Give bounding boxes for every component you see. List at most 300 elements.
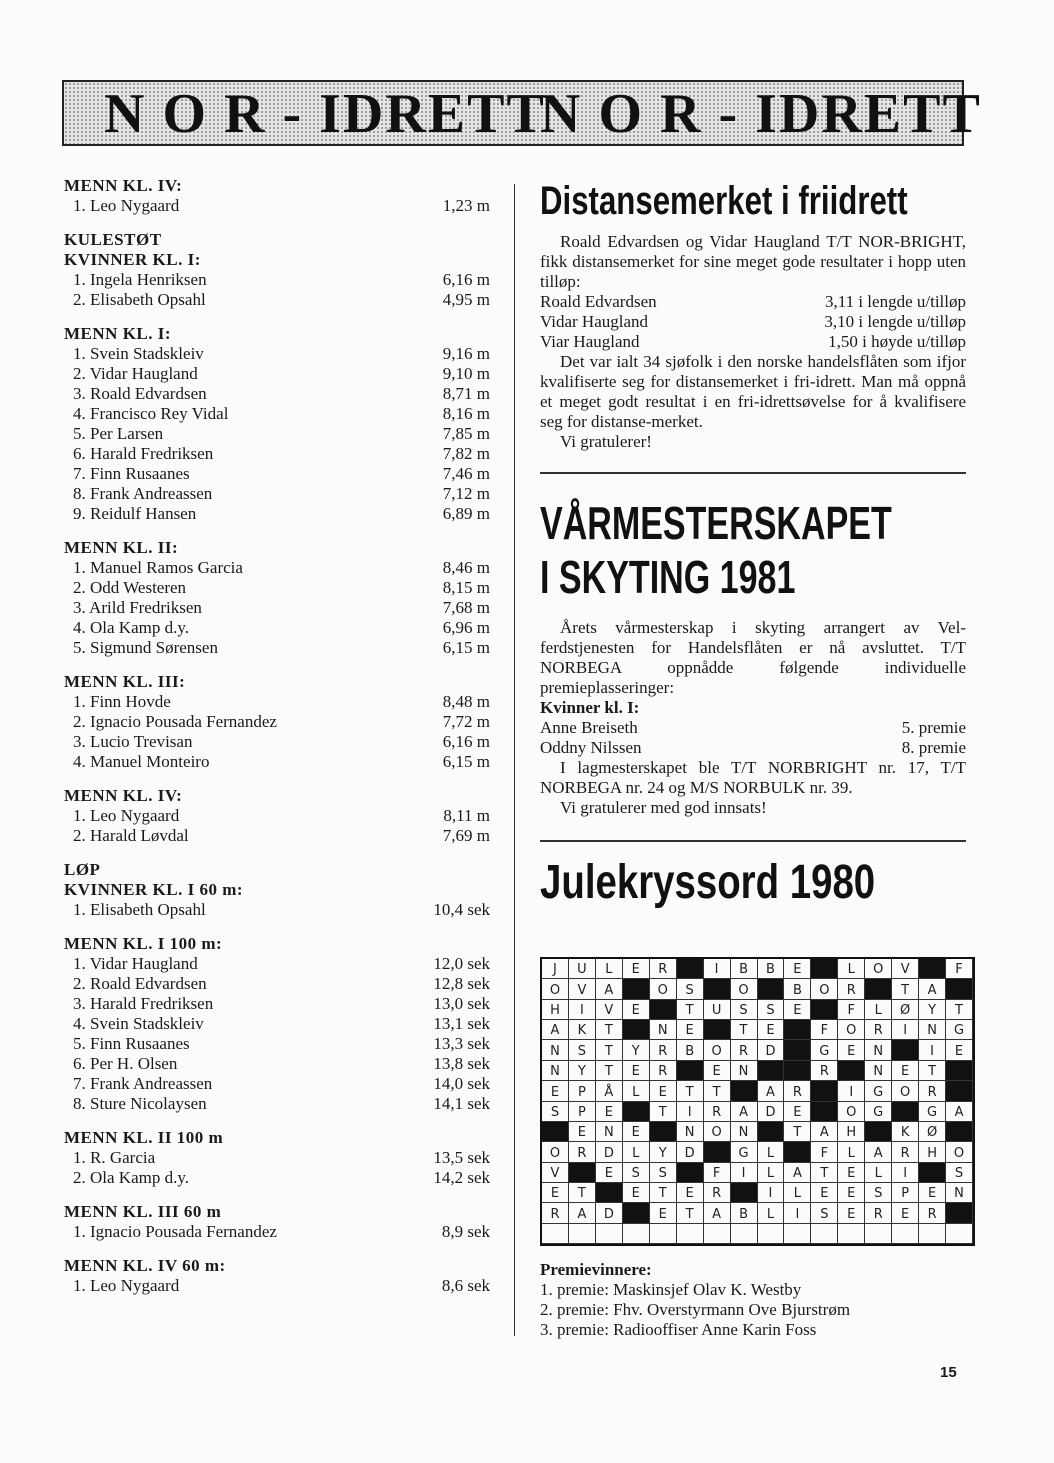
column-divider [514,184,515,1336]
result-row [64,270,490,290]
prize-winner: 1. premie: Maskinsjef Olav K. Westby [540,1280,802,1299]
crossword-cell: Ø [919,1122,946,1142]
crossword-cell: R [811,1061,838,1081]
crossword-black-cell [919,959,946,979]
result-row [64,196,490,216]
crossword-cell: I [677,1102,704,1122]
result-value: 14,2 sek [433,1168,490,1187]
skyting-result-row [540,738,966,758]
result-value: 7,68 m [442,598,490,617]
crossword-cell: N [865,1040,892,1060]
result-value: 6,16 m [442,732,490,751]
results-section [64,1202,490,1242]
result-value: 12,8 sek [433,974,490,993]
prize-winner: 3. premie: Radiooffiser Anne Karin Foss [540,1320,817,1339]
banner-title-right: N O R - IDRETT [540,83,982,145]
skyting-intro: Årets vårmesterskap i skyting arrangert av Vel-ferdstjenesten for Handelsflåten er nå avsluttet. T/T NORBEGA oppnådde følgende individuelle premieplasseringer: [540,618,966,697]
crossword-cell: F [838,1000,865,1020]
crossword-cell: E [892,1061,919,1081]
crossword-cell: S [677,979,704,999]
athlete-name: 5. Sigmund Sørensen [73,638,218,657]
athlete-name: 6. Per H. Olsen [73,1054,178,1073]
athlete-name: 1. Ignacio Pousada Fernandez [73,1222,277,1241]
crossword-cell: O [838,1020,865,1040]
results-section [64,786,490,846]
results-section [64,1128,490,1188]
crossword-cell: D [677,1142,704,1162]
crossword-cell: L [838,1142,865,1162]
crossword-cell: G [865,1102,892,1122]
crossword-cell: H [838,1122,865,1142]
result-value: 13,8 sek [433,1054,490,1073]
crossword-cell: R [865,1020,892,1040]
crossword-black-cell [677,1061,704,1081]
result-row [64,1094,490,1114]
crossword-cell: L [758,1163,785,1183]
result-value: 12,0 sek [433,954,490,973]
athlete-name: 1. Leo Nygaard [73,806,180,825]
result-row [64,638,490,658]
athlete-name: 1. Ingela Henriksen [73,270,207,289]
crossword-cell: E [623,1183,650,1203]
crossword-black-cell [946,1203,973,1223]
result-value: 6,15 m [442,752,490,771]
crossword-cell: L [758,1142,785,1162]
result-value: 10,4 sek [433,900,490,919]
crossword-cell: A [758,1081,785,1101]
athlete-name: 4. Francisco Rey Vidal [73,404,229,423]
crossword-cell [542,1224,569,1244]
result-value: 13,0 sek [433,994,490,1013]
crossword-cell: N [542,1061,569,1081]
result-row [64,692,490,712]
athlete-name: 8. Frank Andreassen [73,484,213,503]
result-value: 9,10 m [442,364,490,383]
crossword-cell: A [865,1142,892,1162]
athlete-name: 3. Arild Fredriksen [73,598,202,617]
result-value: 7,72 m [442,712,490,731]
crossword-cell: T [596,1040,623,1060]
crossword-cell: U [569,959,596,979]
section-heading: MENN KL. IV 60 m: [64,1256,226,1275]
crossword-cell: V [542,1163,569,1183]
crossword-cell: I [892,1020,919,1040]
athlete-name: 4. Svein Stadskleiv [73,1014,204,1033]
crossword-cell: S [946,1163,973,1183]
crossword-cell: E [704,1061,731,1081]
result-value: 8,15 m [442,578,490,597]
athlete-name: 1. Manuel Ramos Garcia [73,558,243,577]
distanse-value: 3,11 i lengde u/tilløp [824,292,966,311]
crossword-cell: O [704,1122,731,1142]
result-value: 8,46 m [442,558,490,577]
result-value: 6,16 m [442,270,490,289]
crossword-cell: E [919,1183,946,1203]
crossword-cell [838,1224,865,1244]
crossword-cell: N [677,1122,704,1142]
divider-2 [540,840,966,842]
crossword-cell [946,1224,973,1244]
skyting-name: Anne Breiseth [540,718,638,737]
crossword-cell [623,1224,650,1244]
crossword-cell: T [677,1000,704,1020]
distanse-body: Det var ialt 34 sjøfolk i den norske handelsflåten som ifjor kvalifiserte seg for distansemerket i fri-idrett. Man må oppnå et meget godt resultat i en fri-idrettsøvelse for å kvalifisere seg for distanse-merket. [540,352,966,431]
section-heading: KULESTØT [64,230,162,249]
crossword-cell: J [542,959,569,979]
result-value: 7,46 m [442,464,490,483]
results-section [64,538,490,658]
crossword-black-cell [946,1081,973,1101]
crossword-black-cell [650,1000,677,1020]
result-value: 8,9 sek [441,1222,490,1241]
crossword-cell: L [838,959,865,979]
crossword-black-cell [623,1102,650,1122]
skyting-results [540,718,966,758]
crossword-cell: R [704,1183,731,1203]
section-heading: MENN KL. II 100 m [64,1128,224,1147]
crossword-cell: E [596,1102,623,1122]
crossword-cell: T [704,1081,731,1101]
crossword-cell: I [758,1183,785,1203]
athlete-name: 5. Finn Rusaanes [73,1034,190,1053]
crossword-cell: G [919,1102,946,1122]
crossword-cell: T [811,1163,838,1183]
result-value: 8,11 m [443,806,490,825]
distanse-name: Roald Edvardsen [540,292,657,311]
crossword-cell: R [650,1061,677,1081]
distanse-result-row [540,312,966,332]
crossword-cell: N [919,1020,946,1040]
crossword-cell: D [758,1102,785,1122]
crossword-cell: D [596,1203,623,1223]
crossword-cell: R [838,979,865,999]
result-row [64,384,490,404]
crossword-cell: N [650,1020,677,1040]
crossword-cell: F [704,1163,731,1183]
crossword-cell: E [811,1183,838,1203]
crossword-cell: I [838,1081,865,1101]
articles-column [540,178,966,910]
prize-heading: Premievinnere: [540,1260,652,1279]
crossword-black-cell [946,1122,973,1142]
crossword-cell: E [838,1040,865,1060]
crossword-cell: S [811,1203,838,1223]
crossword-cell: P [892,1183,919,1203]
crossword-black-cell [731,1081,758,1101]
athlete-name: 3. Harald Fredriksen [73,994,214,1013]
header-banner [62,80,982,146]
crossword-cell: R [542,1203,569,1223]
crossword-cell: K [892,1122,919,1142]
crossword-black-cell [811,1000,838,1020]
crossword-cell: H [919,1142,946,1162]
result-value: 6,96 m [442,618,490,637]
crossword-cell: A [704,1203,731,1223]
crossword-black-cell [596,1183,623,1203]
crossword-cell: I [731,1163,758,1183]
crossword-cell: E [892,1203,919,1223]
crossword-cell: G [865,1081,892,1101]
result-row [64,1222,490,1242]
crossword-black-cell [892,1040,919,1060]
crossword-black-cell [946,979,973,999]
crossword-cell: S [542,1102,569,1122]
result-row [64,1148,490,1168]
results-section [64,934,490,1114]
result-row [64,732,490,752]
crossword-cell: D [758,1040,785,1060]
crossword-cell [704,1224,731,1244]
crossword-cell: N [731,1122,758,1142]
crossword-cell: R [704,1102,731,1122]
crossword-cell [650,1224,677,1244]
prize-winner: 2. premie: Fhv. Overstyrmann Ove Bjurstrøm [540,1300,851,1319]
crossword-black-cell [623,1020,650,1040]
distanse-result-row [540,332,966,352]
crossword-cell: E [838,1183,865,1203]
crossword-cell: S [865,1183,892,1203]
distanse-result-row [540,292,966,312]
result-row [64,344,490,364]
result-row [64,974,490,994]
distanse-value: 1,50 i høyde u/tilløp [828,332,966,351]
athlete-name: 3. Roald Edvardsen [73,384,207,403]
athlete-name: 2. Harald Løvdal [73,826,189,845]
result-row [64,900,490,920]
crossword-cell: F [811,1142,838,1162]
crossword-cell: L [784,1183,811,1203]
crossword-cell [677,1224,704,1244]
crossword-cell: Y [919,1000,946,1020]
crossword-cell [758,1224,785,1244]
crossword-cell: R [892,1142,919,1162]
result-row [64,1054,490,1074]
result-row [64,1034,490,1054]
crossword-cell: A [569,1203,596,1223]
crossword-cell: O [946,1142,973,1162]
crossword-cell: E [758,1020,785,1040]
crossword-cell: L [623,1081,650,1101]
crossword-black-cell [946,1061,973,1081]
crossword-cell: E [623,1061,650,1081]
result-value: 13,3 sek [433,1034,490,1053]
crossword-black-cell [811,1081,838,1101]
athlete-name: 6. Harald Fredriksen [73,444,214,463]
result-row [64,1074,490,1094]
athlete-name: 2. Ignacio Pousada Fernandez [73,712,277,731]
crossword-cell: G [811,1040,838,1060]
results-section [64,230,490,310]
crossword-cell: E [784,1000,811,1020]
crossword-black-cell [892,1102,919,1122]
result-row [64,558,490,578]
crossword-black-cell [784,1061,811,1081]
crossword-cell [784,1224,811,1244]
crossword-cell: T [650,1183,677,1203]
athlete-name: 4. Manuel Monteiro [73,752,210,771]
result-value: 8,48 m [442,692,490,711]
crossword-cell: L [865,1000,892,1020]
result-row [64,484,490,504]
crossword-cell: O [731,979,758,999]
section-heading: MENN KL. II: [64,538,179,557]
crossword-cell: T [946,1000,973,1020]
crossword-cell: I [919,1040,946,1060]
skyting-result-row [540,718,966,738]
crossword-cell: N [596,1122,623,1142]
skyting-class-heading: Kvinner kl. I: [540,698,640,717]
results-column [64,176,490,1310]
crossword-cell: O [892,1081,919,1101]
results-section [64,324,490,524]
crossword-cell: T [892,979,919,999]
crossword-black-cell [758,979,785,999]
crossword-cell: G [731,1142,758,1162]
crossword-cell: T [650,1102,677,1122]
result-row [64,290,490,310]
crossword-cell: A [596,979,623,999]
crossword-cell: L [623,1142,650,1162]
athlete-name: 3. Lucio Trevisan [73,732,193,751]
athlete-name: 1. R. Garcia [73,1148,156,1167]
crossword-cell: A [811,1122,838,1142]
result-row [64,424,490,444]
results-section [64,1256,490,1296]
crossword-cell: B [677,1040,704,1060]
result-value: 8,6 sek [441,1276,490,1295]
section-heading: KVINNER KL. I: [64,250,201,269]
result-row [64,712,490,732]
crossword-black-cell [811,959,838,979]
athlete-name: 9. Reidulf Hansen [73,504,197,523]
results-section [64,672,490,772]
crossword-cell: D [596,1142,623,1162]
distanse-value: 3,10 i lengde u/tilløp [824,312,966,331]
crossword-black-cell [704,1020,731,1040]
result-row [64,826,490,846]
crossword-cell: A [731,1102,758,1122]
banner-title-left: N O R - IDRETT [104,83,546,145]
crossword-cell: P [569,1102,596,1122]
results-section [64,176,490,216]
skyting-name: Oddny Nilssen [540,738,642,757]
athlete-name: 1. Elisabeth Opsahl [73,900,206,919]
result-value: 13,5 sek [433,1148,490,1167]
result-row [64,752,490,772]
crossword-cell: B [784,979,811,999]
athlete-name: 2. Odd Westeren [73,578,187,597]
result-value: 13,1 sek [433,1014,490,1033]
crossword-cell: I [704,959,731,979]
athlete-name: 4. Ola Kamp d.y. [73,618,189,637]
crossword-cell: E [946,1040,973,1060]
crossword-cell: E [569,1122,596,1142]
crossword-cell: A [784,1163,811,1183]
crossword-cell: T [569,1183,596,1203]
result-value: 14,0 sek [433,1074,490,1093]
crossword-cell: T [677,1081,704,1101]
crossword-cell: R [731,1040,758,1060]
crossword-black-cell [838,1061,865,1081]
crossword-cell: N [865,1061,892,1081]
athlete-name: 2. Roald Edvardsen [73,974,207,993]
prize-winners [540,1260,966,1340]
crossword-cell: N [731,1061,758,1081]
crossword-cell: T [784,1122,811,1142]
kryssord-title: Julekryssord 1980 [540,856,876,909]
crossword-cell: H [542,1000,569,1020]
crossword-cell: Y [569,1061,596,1081]
athlete-name: 5. Per Larsen [73,424,164,443]
athlete-name: 7. Finn Rusaanes [73,464,190,483]
crossword-cell: E [784,959,811,979]
crossword-cell: G [946,1020,973,1040]
crossword-cell: R [569,1142,596,1162]
crossword-cell: O [838,1102,865,1122]
crossword-cell: E [650,1081,677,1101]
crossword-black-cell [784,1020,811,1040]
crossword-black-cell [677,1163,704,1183]
crossword-cell: I [569,1000,596,1020]
skyting-title-line2: I SKYTING 1981 [540,551,796,603]
divider-1 [540,472,966,474]
crossword-black-cell [542,1122,569,1142]
crossword-black-cell [784,1040,811,1060]
result-value: 14,1 sek [433,1094,490,1113]
crossword-cell: O [704,1040,731,1060]
result-row [64,618,490,638]
crossword-cell: E [784,1102,811,1122]
distanse-name: Vidar Haugland [540,312,649,331]
crossword-cell [731,1224,758,1244]
crossword-cell: E [838,1203,865,1223]
skyting-body: I lagmesterskapet ble T/T NORBRIGHT nr. 17, T/T NORBEGA nr. 24 og M/S NORBULK nr. 39. [540,758,966,797]
crossword-black-cell [704,979,731,999]
crossword-cell [596,1224,623,1244]
result-row [64,1276,490,1296]
result-row [64,994,490,1014]
crossword-cell [892,1224,919,1244]
result-value: 8,71 m [442,384,490,403]
section-heading: MENN KL. IV: [64,176,183,195]
skyting-value: 5. premie [901,718,966,737]
crossword-cell: T [731,1020,758,1040]
page-number: 15 [940,1364,957,1381]
crossword-cell: B [731,959,758,979]
crossword-black-cell [811,1102,838,1122]
results-section [64,860,490,920]
crossword-cell: N [946,1183,973,1203]
result-value: 6,89 m [442,504,490,523]
section-heading: MENN KL. I: [64,324,172,343]
crossword-cell: B [731,1203,758,1223]
crossword-cell: E [650,1203,677,1223]
result-value: 6,15 m [442,638,490,657]
crossword-cell: R [919,1081,946,1101]
crossword-cell: O [650,979,677,999]
result-value: 9,16 m [442,344,490,363]
crossword-cell: S [731,1000,758,1020]
crossword-cell: E [838,1163,865,1183]
crossword-cell: V [596,1000,623,1020]
crossword-black-cell [865,1122,892,1142]
skyting-closing: Vi gratulerer med god innsats! [560,798,767,817]
athlete-name: 1. Vidar Haugland [73,954,198,973]
crossword-black-cell [677,959,704,979]
athlete-name: 7. Frank Andreassen [73,1074,213,1093]
crossword-cell: A [946,1102,973,1122]
crossword-black-cell [623,979,650,999]
